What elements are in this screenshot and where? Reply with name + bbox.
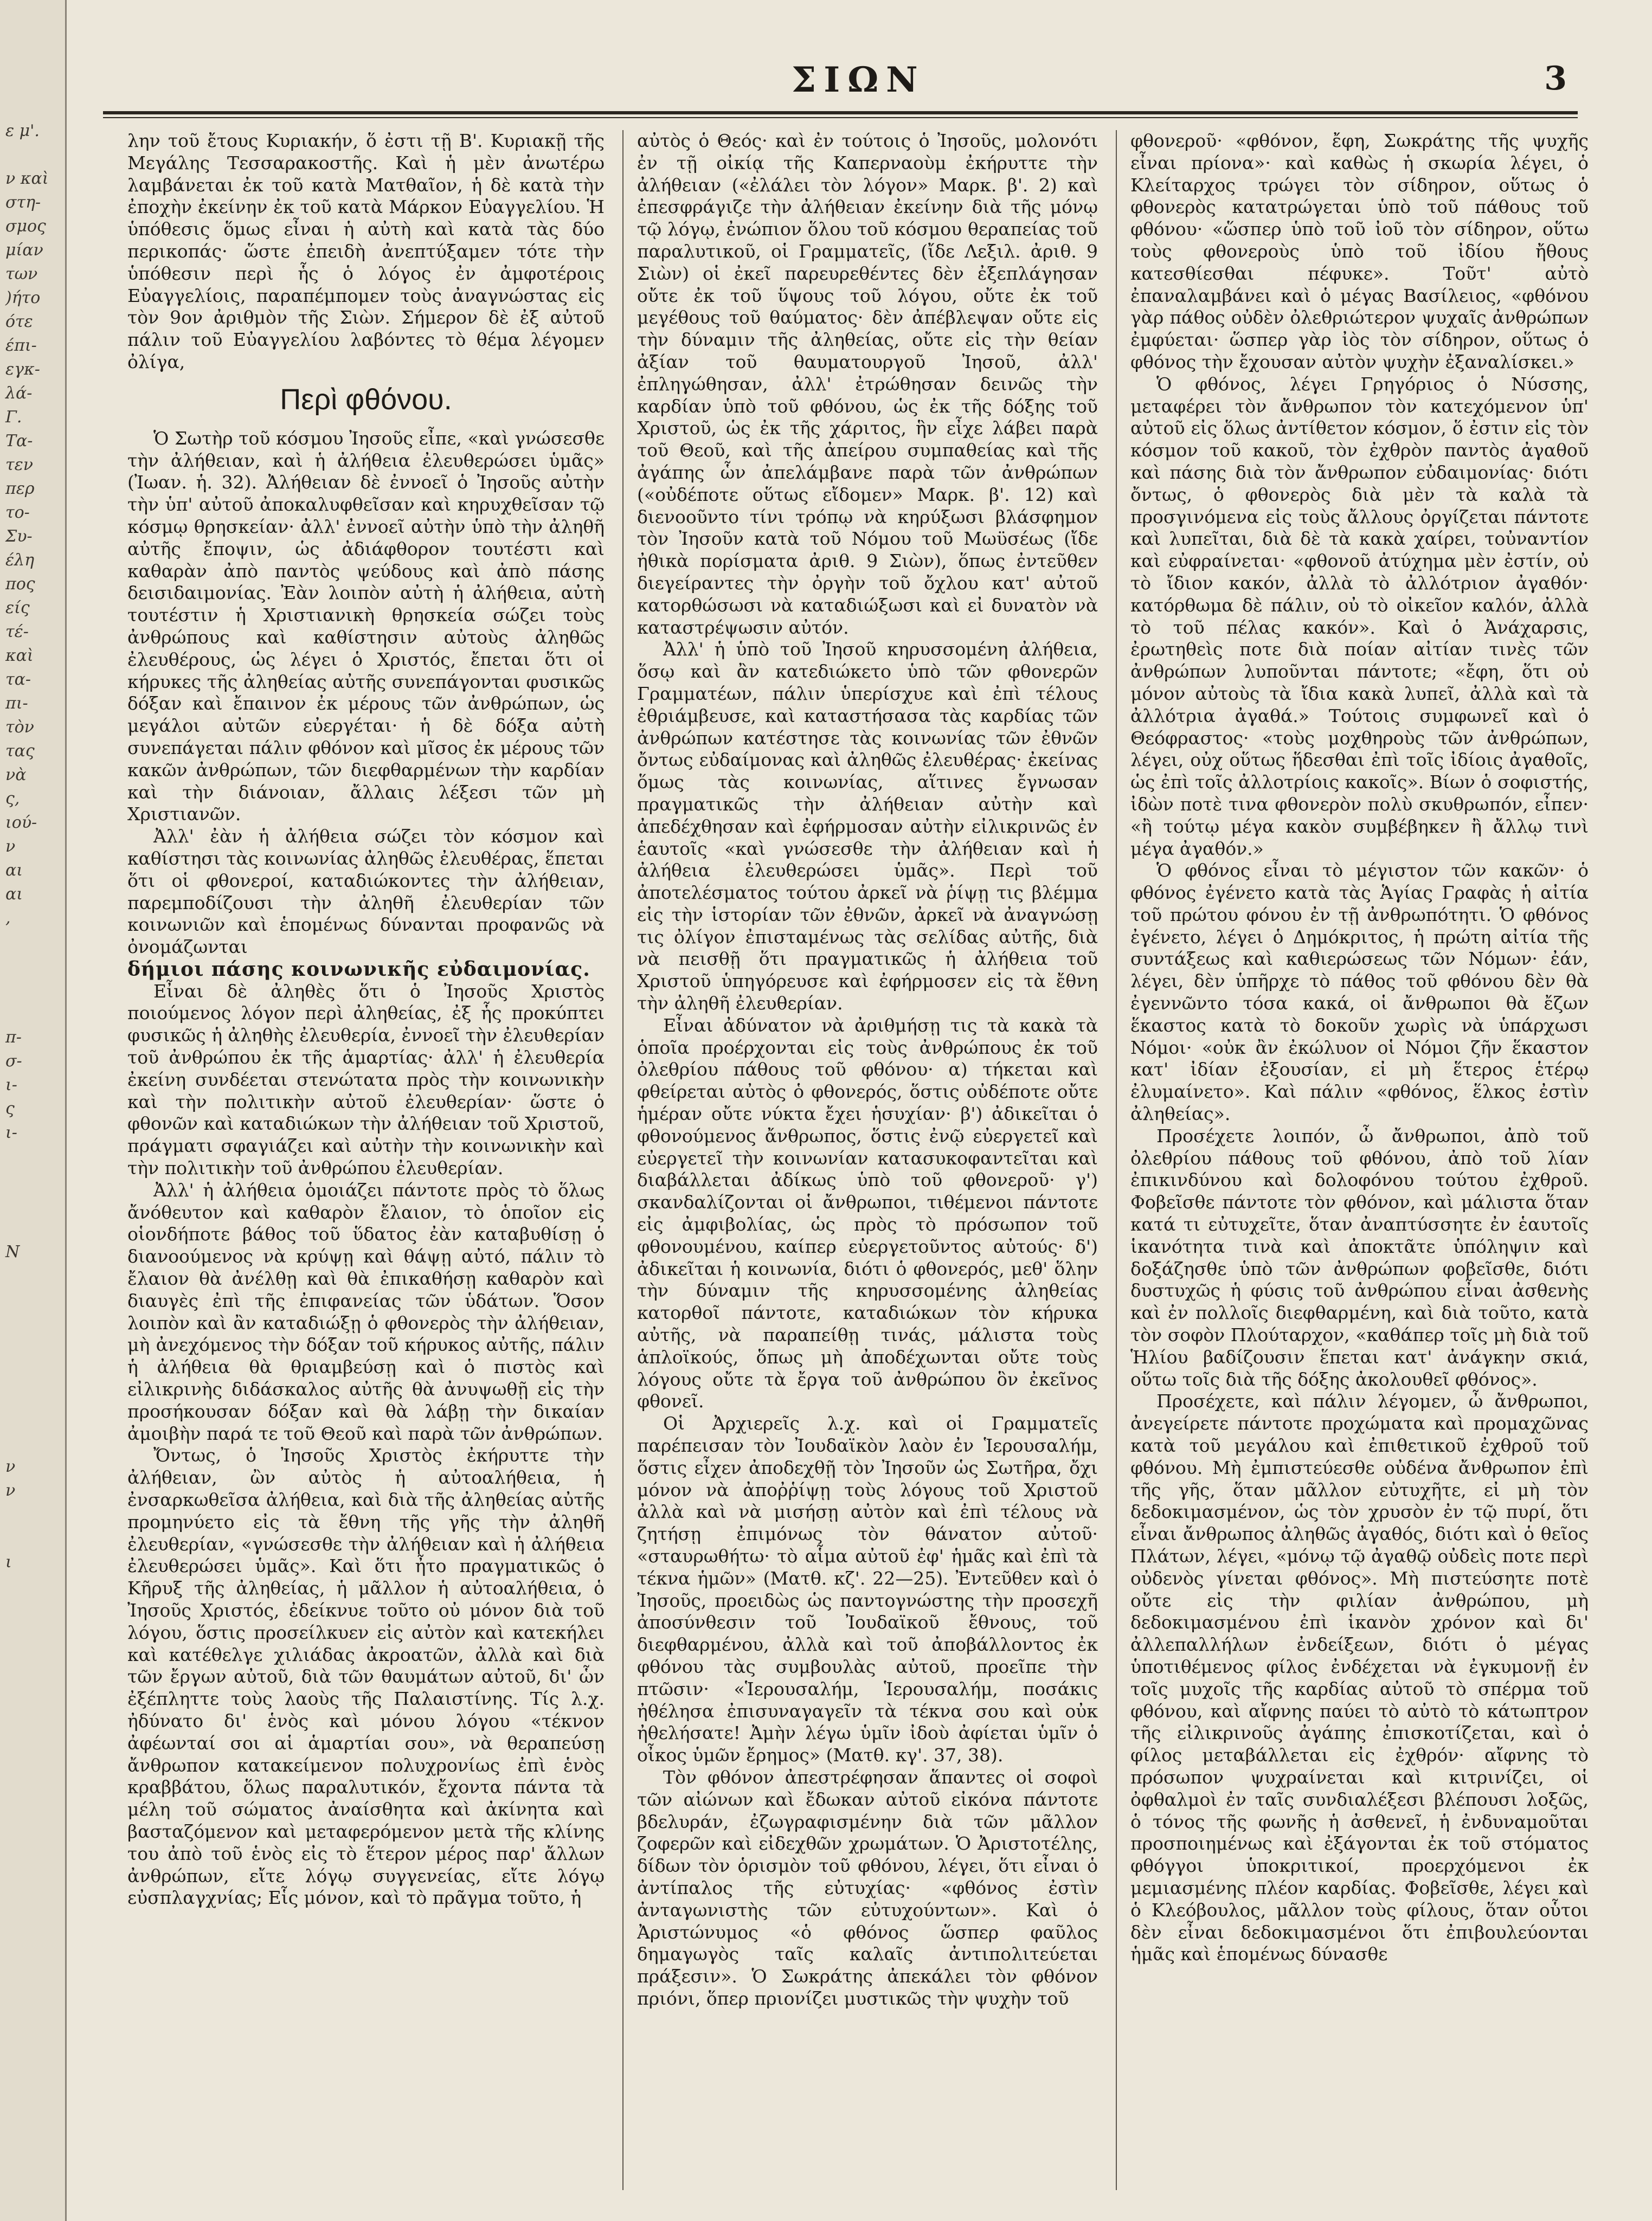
paragraph: Ὄντως, ὁ Ἰησοῦς Χριστὸς ἐκήρυττε τὴν ἀλήθειαν, ὢν αὐτὸς ἡ αὐτοαλήθεια, ἡ ἐνσαρκωθεῖσα ἀλήθεια, καὶ διὰ τῆς ἀληθείας αὐτῆς προμηνύετο εἰς τὰ ἔθνη τῆς γῆς τὴν ἀληθῆ ἐλευθερίαν, «γνώσεσθε τὴν ἀλήθειαν καὶ ἡ ἀλήθεια ἐλευθερώσει ὑμᾶς». Καὶ ὅτι ἦτο πραγματικῶς ὁ Κῆρυξ τῆς ἀληθείας, ἡ μᾶλλον ἡ αὐτοαλήθεια, ὁ Ἰησοῦς Χριστός, ἐδείκνυε τοῦτο οὐ μόνον διὰ τοῦ λόγου, ὅστις προσείλκυεν εἰς αὐτὸν καὶ κατεκήλει καὶ κατέθελγε χιλιάδας ἀκροατῶν, ἀλλὰ καὶ διὰ τῶν ἔργων αὐτοῦ, διὰ τῶν θαυμάτων αὐτοῦ, δι' ὧν ἐξέπληττε τοὺς λαοὺς τῆς Παλαιστίνης. Τίς λ.χ. ἠδύνατο δι' ἑνὸς καὶ μόνου λόγου «τέκνον ἀφέωνταί σοι αἱ ἁμαρτίαι σου», νὰ θεραπεύσῃ ἄνθρωπον κατακείμενον πολυχρονίως ἐπὶ ἑνὸς κραββάτου, ὅλως παραλυτικόν, ἔχοντα πάντα τὰ μέλη τοῦ σώματος ἀναίσθητα καὶ ἀκίνητα καὶ βασταζόμενον καὶ μεταφερόμενον μετὰ τῆς κλίνης του ἀπὸ τοῦ ἑνὸς εἰς τὸ ἕτερον μέρος παρ' ἄλλων ἀνθρώπων, εἴτε λόγῳ συγγενείας, εἴτε λόγῳ εὐσπλαγχνίας; Εἷς μόνον, καὶ τὸ πρᾶγμα τοῦτο, ἡ bbox=[127, 1445, 605, 1909]
paragraph: Ἀλλ' ἐὰν ἡ ἀλήθεια σώζει τὸν κόσμον καὶ καθίστησι τὰς κοινωνίας ἀληθῶς ἐλευθέρας, ἕπεται ὅτι οἱ φθονεροί, καταδιώκοντες τὴν ἀλήθειαν, παρεμποδίζουσι τὴν ἀληθῆ ἐλευθερίαν τῶν κοινωνιῶν καὶ ἑπομένως δύνανται προφανῶς νὰ ὀνομάζωνται bbox=[127, 826, 605, 958]
paragraph: φθονεροῦ· «φθόνον, ἔφη, Σωκράτης τῆς ψυχῆς εἶναι πρίονα»· καὶ καθὼς ἡ σκωρία λέγει, ὁ Κλείταρχος τρώγει τὸν σίδηρον, οὕτως ὁ φθονερὸς κατατρώγεται ὑπὸ τοῦ πάθους τοῦ φθόνου· «ὥσπερ ὑπὸ τοῦ ἰοῦ τὸν σίδηρον, οὕτω τοὺς φθονεροὺς ὑπὸ τοῦ ἰδίου ἤθους κατεσθίεσθαι πέφυκε». Τοῦτ' αὐτὸ ἐπαναλαμβάνει καὶ ὁ μέγας Βασίλειος, «φθόνου γὰρ πάθος οὐδὲν ὀλεθριώτερον ψυχαῖς ἀνθρώπων ἐμφύεται· ὥσπερ γὰρ ἰὸς τὸν σίδηρον, οὕτως ὁ φθόνος τὴν ἔχουσαν αὐτὸν ψυχὴν ἐξαναλίσκει.» bbox=[1130, 130, 1589, 372]
newspaper-title: ΣΙΩΝ bbox=[792, 60, 925, 100]
paragraph: Ἀλλ' ἡ ὑπὸ τοῦ Ἰησοῦ κηρυσσομένη ἀλήθεια, ὅσῳ καὶ ἂν κατεδιώκετο ὑπὸ τῶν φθονερῶν Γραμματέων, πάλιν ὑπερίσχυε καὶ ἐπὶ τέλους ἐθριάμβευσε, καὶ καταστήσασα τὰς καρδίας τῶν ἀνθρώπων κατέστησε τὰς κοινωνίας τῶν ἐθνῶν ὄντως εὐδαίμονας καὶ ἀληθῶς ἐλευθέρας· ἐκείνας ὅμως τὰς κοινωνίας, αἵτινες ἔγνωσαν πραγματικῶς τὴν ἀλήθειαν αὐτὴν καὶ ἀπεδέχθησαν καὶ ἐφήρμοσαν αὐτὴν εἰλικρινῶς ἐν ἑαυτοῖς «καὶ γνώσεσθε τὴν ἀλήθειαν καὶ ἡ ἀλήθεια ἐλευθερώσει ὑμᾶς». Περὶ τοῦ ἀποτελέσματος τούτου ἀρκεῖ νὰ ῥίψῃ τις βλέμμα εἰς τὴν ἱστορίαν τῶν ἐθνῶν, ἀρκεῖ νὰ ἀναγνώσῃ τις ὀλίγον ἐπισταμένως τὰς σελίδας αὐτῆς, διὰ νὰ πεισθῇ ὅτι πραγματικῶς ἡ ἀλήθεια τοῦ Χριστοῦ ὑπηγόρευσε καὶ ἐφήρμοσεν εἰς τὰ ἔθνη τὴν ἀληθῆ ἐλευθερίαν. bbox=[637, 639, 1098, 1014]
page-number: 3 bbox=[1544, 60, 1567, 98]
paragraph: Προσέχετε, καὶ πάλιν λέγομεν, ὦ ἄνθρωποι, ἀνεγείρετε πάντοτε προχώματα καὶ προμαχῶνας κατὰ τοῦ μεγάλου καὶ ἐπιθετικοῦ ἐχθροῦ τοῦ φθόνου. Μὴ ἐμπιστεύεσθε οὐδένα ἄνθρωπον ἐπὶ τῆς γῆς, ὅταν μᾶλλον εὐτυχῆτε, εἰ μὴ τὸν δεδοκιμασμένον, ὡς τὸν χρυσὸν ἐν τῷ πυρί, ὅτι εἶναι ἄνθρωπος ἀληθῶς ἀγαθός, διότι καὶ ὁ θεῖος Πλάτων, λέγει, «μόνῳ τῷ ἀγαθῷ οὐδεὶς ποτε περὶ οὐδενὸς γίνεται φθόνος». Μὴ πιστεύσητε ποτὲ οὔτε εἰς τὴν φιλίαν ἀνθρώπου, μὴ δεδοκιμασμένου ἐπὶ ἱκανὸν χρόνον καὶ δι' ἀλλεπαλλήλων ἐνδείξεων, διότι ὁ μέγας ὑποτιθέμενος φίλος ἐνδέχεται νὰ ἐγκυμονῇ ἐν τοῖς μυχοῖς τῆς καρδίας αὐτοῦ τὸ σπέρμα τοῦ φθόνου, καὶ αἴφνης παύει τὸ αὐτὸ τὸ κάτωπτρον τῆς εἰλικρινοῦς ἀγάπης ἐπισκοτίζεται, καὶ ὁ φίλος μεταβάλλεται εἰς ἐχθρόν· αἴφνης τὸ πρόσωπον ψυχραίνεται καὶ κιτρινίζει, οἱ ὀφθαλμοὶ ἐν ταῖς συνδιαλέξεσι βλέπουσι λοξῶς, ὁ τόνος τῆς φωνῆς ἡ ἀσθενεῖ, ἡ ἐνδυναμοῦται προσποιημένως καὶ ἐξάγονται ἐκ τοῦ στόματος φθόγγοι ὑποκριτικοί, προερχόμενοι ἐκ μεμιασμένης πλέον καρδίας. Φοβεῖσθε, λέγει καὶ ὁ Κλεόβουλος, μᾶλλον τοὺς φίλους, ὅταν οὗτοι δὲν εἶναι δεδοκιμασμένοι ὅτι ἐπιβουλεύονται ἡμᾶς καὶ ἑπομένως δύνασθε bbox=[1130, 1390, 1589, 1965]
paragraph: Εἶναι ἀδύνατον νὰ ἀριθμήσῃ τις τὰ κακὰ τὰ ὁποῖα προέρχονται εἰς τοὺς ἀνθρώπους ἐκ τοῦ ὀλεθρίου πάθους τοῦ φθόνου· α) τήκεται καὶ φθείρεται αὐτὸς ὁ φθονερός, ὅστις οὐδέποτε οὔτε ἡμέραν οὔτε νύκτα ἔχει ἡσυχίαν· β') ἀδικεῖται ὁ φθονούμενος ἄνθρωπος, ὅστις ἐνῷ εὐεργετεῖ καὶ εὐεργετεῖ τὴν κοινωνίαν κατασυκοφαντεῖται καὶ διαβάλλεται ἀδίκως ὑπὸ τοῦ φθονεροῦ· γ') σκανδαλίζονται οἱ ἄνθρωποι, τιθέμενοι πάντοτε εἰς ἀμφιβολίας, ὡς πρὸς τὸ πρόσωπον τοῦ φθονουμένου, καίπερ εὐεργετοῦντος αὐτούς· δ') ἀδικεῖται ἡ κοινωνία, διότι ὁ φθονερός, μεθ' ὅλην τὴν δύναμιν τῆς κηρυσσομένης ἀληθείας κατορθοῖ πάντοτε, καταδιώκων τὸν κήρυκα αὐτῆς, νὰ παραπείθῃ τινάς, μάλιστα τοὺς ἁπλοϊκούς, ὅπως μὴ ἀποδέχωνται οὔτε τοὺς λόγους οὔτε τὰ ἔργα τοῦ ἀνθρώπου ὃν ἐκεῖνος φθονεῖ. bbox=[637, 1014, 1098, 1412]
paragraph: Προσέχετε λοιπόν, ὦ ἄνθρωποι, ἀπὸ τοῦ ὀλεθρίου πάθους τοῦ φθόνου, ἀπὸ τοῦ λίαν ἐπικινδύνου καὶ δολοφόνου τούτου ἐχθροῦ. Φοβεῖσθε πάντοτε τὸν φθόνον, καὶ μάλιστα ὅταν κατά τι εὐτυχεῖτε, ὅταν ἀναπτύσσητε ἐν ἑαυτοῖς ἱκανότητα τινὰ καὶ ἀποκτᾶτε ὑπόληψιν καὶ δοξάζησθε ὑπὸ τῶν ἀνθρώπων φοβεῖσθε, διότι δυστυχῶς ἡ φύσις τοῦ ἀνθρώπου εἶναι ἀσθενὴς καὶ ἐν πολλοῖς διεφθαρμένη, καὶ διὰ τοῦτο, κατὰ τὸν σοφὸν Πλούταρχον, «καθάπερ τοῖς μὴ διὰ τοῦ Ἡλίου βαδίζουσιν ἕπεται κατ' ἀνάγκην σκιά, οὕτω τοῖς διὰ τῆς δόξης ἀκολουθεῖ φθόνος». bbox=[1130, 1125, 1589, 1390]
paragraph: Ὁ Σωτὴρ τοῦ κόσμου Ἰησοῦς εἶπε, «καὶ γνώσεσθε τὴν ἀλήθειαν, καὶ ἡ ἀλήθεια ἐλευθερώσει ὑμᾶς» (Ἰωαν. ἡ. 32). Ἀλήθειαν δὲ ἐννοεῖ ὁ Ἰησοῦς αὐτὴν τὴν ὑπ' αὐτοῦ ἀποκαλυφθεῖσαν καὶ κηρυχθεῖσαν τῷ κόσμῳ θρησκείαν· ἀλλ' ἐννοεῖ αὐτὴν ὑπὸ τὴν ἀληθῆ αὐτῆς ἔποψιν, ὡς ἀδιάφθορον τουτέστι καὶ καθαρὰν ἀπὸ παντὸς ψεύδους καὶ ἀπὸ πάσης δεισιδαιμονίας. Ἐὰν λοιπὸν αὐτὴ ἡ ἀλήθεια, αὐτὴ τουτέστιν ἡ Χριστιανικὴ θρησκεία σώζει τοὺς ἀνθρώπους καὶ καθίστησιν αὐτοὺς ἀληθῶς ἐλευθέρους, ὡς λέγει ὁ Χριστός, ἔπεται ὅτι οἱ κήρυκες τῆς ἀληθείας αὐτῆς συνεπάγονται φυσικῶς δόξαν καὶ ἔπαινον ἐκ μέρους τῶν ἀνθρώπων, ὡς μεγάλοι αὐτῶν εὐεργέται· ἡ δὲ δόξα αὐτὴ συνεπάγεται πάλιν φθόνον καὶ μῖσος ἐκ μέρους τῶν κακῶν ἀνθρώπων, τῶν διεφθαρμένων τὴν καρδίαν καὶ τὴν διάνοιαν, ἄλλαις λέξεσι τῶν μὴ Χριστιανῶν. bbox=[127, 427, 605, 825]
paragraph: λην τοῦ ἔτους Κυριακήν, ὅ ἐστι τῇ Β'. Κυριακῇ τῆς Μεγάλης Τεσσαρακοστῆς. Καὶ ἡ μὲν ἀνωτέρω λαμβάνεται ἐκ τοῦ κατὰ Ματθαῖον, ἡ δὲ κατὰ τὴν ἐποχὴν ἐκείνην ἐκ τοῦ κατὰ Μάρκον Εὐαγγελίου. Ἡ ὑπόθεσις ὅμως εἶναι ἡ αὐτὴ καὶ κατὰ τὰς δύο περικοπάς· ὥστε ἐπειδὴ ἀνεπτύξαμεν τότε τὴν ὑπόθεσιν περὶ ἧς ὁ λόγος ἐν ἀμφοτέροις Εὐαγγελίοις, παραπέμπομεν τοὺς ἀναγνώστας εἰς τὸν 9ον ἀριθμὸν τῆς Σιὼν. Σήμερον δὲ ἐξ αὐτοῦ πάλιν τοῦ Εὐαγγελίου λαβόντες τὸ θέμα λέγομεν ὀλίγα, bbox=[127, 130, 605, 372]
bold-emphasis-line: δήμιοι πάσης κοινωνικῆς εὐδαιμονίας. bbox=[127, 957, 590, 981]
header-rule bbox=[103, 111, 1578, 114]
paragraph: αὐτὸς ὁ Θεός· καὶ ἐν τούτοις ὁ Ἰησοῦς, μολονότι ἐν τῇ οἰκίᾳ τῆς Καπερναοὺμ ἐκήρυττε τὴν ἀλήθειαν («ἐλάλει τὸν λόγον» Μαρκ. β'. 2) καὶ ἐπεσφράγιζε τὴν ἀλήθειαν ἐκείνην διὰ τῆς μόνῳ τῷ λόγῳ, ἐνώπιον ὅλου τοῦ κόσμου θεραπείας τοῦ παραλυτικοῦ, οἱ Γραμματεῖς, (ἴδε Λεξιλ. ἀριθ. 9 Σιὼν) οἱ ἐκεῖ παρευρεθέντες δὲν ἐξεπλάγησαν οὔτε ἐκ τοῦ ὕψους τοῦ λόγου, οὔτε ἐκ τοῦ μεγέθους τοῦ θαύματος· δὲν ἀπέβλεψαν οὔτε εἰς τὴν δύναμιν τῆς ἀληθείας, οὔτε εἰς τὴν θείαν ἀξίαν τοῦ θαυματουργοῦ Ἰησοῦ, ἀλλ' ἐπληγώθησαν, ἀλλ' ἐτρώθησαν δεινῶς τὴν καρδίαν ὑπὸ τοῦ φθόνου, ὡς ἐκ τῆς δόξης τοῦ Χριστοῦ, ὡς ἐκ τῆς χάριτος, ἣν εἶχε λάβει παρὰ τοῦ Θεοῦ, καὶ τῆς ἀπείρου συμπαθείας καὶ τῆς ἀγάπης ὧν ἀπελάμβανε παρὰ τῶν ἀνθρώπων («οὐδέποτε οὕτως εἴδομεν» Μαρκ. β'. 12) καὶ διενοοῦντο τίνι τρόπῳ νὰ κηρύξωσι βλάσφημον τὸν Ἰησοῦν κατὰ τοῦ Νόμου τοῦ Μωϋσέως (ἴδε ἠθικὰ πορίσματα ἀριθ. 9 Σιὼν), ὅπως ἐντεῦθεν διεγείραντες τὴν ὀργὴν τοῦ ὄχλου κατ' αὐτοῦ κατορθώσωσι νὰ καταδιώξωσι καὶ εἰ δυνατὸν νὰ καταστρέψωσιν αὐτόν. bbox=[637, 130, 1098, 638]
column-1 bbox=[127, 130, 605, 2201]
paragraph: Εἶναι δὲ ἀληθὲς ὅτι ὁ Ἰησοῦς Χριστὸς ποιούμενος λόγον περὶ ἀληθείας, ἐξ ἧς προκύπτει φυσικῶς ἡ ἀληθὴς ἐλευθερία, ἐννοεῖ τὴν ἐλευθερίαν τοῦ ἀνθρώπου ἐκ τῆς ἁμαρτίας· ἀλλ' ἡ ἐλευθερία ἐκείνη συνδέεται στενώτατα πρὸς τὴν κοινωνικὴν καὶ τὴν πολιτικὴν αὐτοῦ ἐλευθερίαν· ὥστε ὁ φθονῶν καὶ καταδιώκων τὴν ἀλήθειαν τοῦ Χριστοῦ, πράγματι σφαγιάζει καὶ αὐτὴν τὴν κοινωνικὴν καὶ τὴν πολιτικὴν τοῦ ἀνθρώπου ἐλευθερίαν. bbox=[127, 980, 605, 1179]
paragraph: Ὁ φθόνος εἶναι τὸ μέγιστον τῶν κακῶν· ὁ φθόνος ἐγένετο κατὰ τὰς Ἁγίας Γραφὰς ἡ αἰτία τοῦ πρώτου φόνου ἐν τῇ ἀνθρωπότητι. Ὁ φθόνος ἐγένετο, λέγει ὁ Δημόκριτος, ἡ πρώτη αἰτία τῆς συντάξεως καὶ καθιερώσεως τῶν Νόμων· ἐάν, λέγει, δὲν ὑπῆρχε τὸ πάθος τοῦ φθόνου δὲν θὰ ἐγεννῶντο τόσα κακά, οἱ ἄνθρωποι θὰ ἔζων ἕκαστος κατὰ τὸ δοκοῦν χωρὶς νὰ ὑπάρχωσι Νόμοι· «οὐκ ἂν ἐκώλυον οἱ Νόμοι ζῆν ἕκαστον κατ' ἰδίαν ἐξουσίαν, εἰ μὴ ἕτερος ἑτέρῳ ἐλυμαίνετο». Καὶ πάλιν «φθόνος, ἕλκος ἐστὶν ἀληθείας». bbox=[1130, 860, 1589, 1125]
column-divider bbox=[1116, 130, 1117, 2190]
page-header bbox=[103, 60, 1567, 108]
section-heading: Περὶ φθόνου. bbox=[280, 383, 452, 416]
paragraph: Οἱ Ἀρχιερεῖς λ.χ. καὶ οἱ Γραμματεῖς παρέπεισαν τὸν Ἰουδαϊκὸν λαὸν ἐν Ἱερουσαλήμ, ὅστις εἶχεν ἀποδεχθῇ τὸν Ἰησοῦν ὡς Σωτῆρα, ὄχι μόνον νὰ ἀποῤῥίψῃ τοὺς λόγους τοῦ Χριστοῦ ἀλλὰ καὶ νὰ μισήσῃ αὐτὸν καὶ ἐπὶ τέλους νὰ ζητήσῃ ἐπιμόνως τὸν θάνατον αὐτοῦ· «σταυρωθήτω· τὸ αἷμα αὐτοῦ ἐφ' ἡμᾶς καὶ ἐπὶ τὰ τέκνα ἡμῶν» (Ματθ. κζ'. 22—25). Ἐντεῦθεν καὶ ὁ Ἰησοῦς, προειδὼς ὡς παντογνώστης τὴν προσεχῆ ἀποσύνθεσιν τοῦ Ἰουδαϊκοῦ ἔθνους, τοῦ διεφθαρμένου, ἀλλὰ καὶ τοῦ ἀποβάλλοντος ἐκ φθόνου τὰς συμβουλὰς αὐτοῦ, προεῖπε τὴν πτῶσιν· «Ἱερουσαλήμ, Ἱερουσαλήμ, ποσάκις ἠθέλησα ἐπισυναγαγεῖν τὰ τέκνα σου καὶ οὐκ ἠθελήσατε! Ἀμὴν λέγω ὑμῖν ἰδοὺ ἀφίεται ὑμῖν ὁ οἶκος ὑμῶν ἔρημος» (Ματθ. κγ'. 37, 38). bbox=[637, 1413, 1098, 1766]
header-rule-thin bbox=[103, 117, 1578, 118]
left-margin-text: ε μ'. ν καὶ στη- σμος μίαν των )ήτο ότε έπι- εγκ- λά- Γ. Τα- τεν περ το- Συ- έλη πος είς τέ- καὶ τα- πι- τὸν τας νὰ ς, ιού- ν αι αι , π- σ- ι- ς ι- Ν ν ν ι bbox=[5, 121, 49, 1572]
column-2 bbox=[637, 130, 1098, 2201]
column-3 bbox=[1130, 130, 1589, 2201]
paragraph: Ὁ φθόνος, λέγει Γρηγόριος ὁ Νύσσης, μεταφέρει τὸν ἄνθρωπον τὸν κατεχόμενον ὑπ' αὐτοῦ εἰς ὅλως ἀντίθετον κόσμον, ὅ ἐστιν εἰς τὸν κόσμον τοῦ κακοῦ, τὸν ἐχθρὸν παντὸς ἀγαθοῦ καὶ πάσης διὰ τὸν ἄνθρωπον εὐδαιμονίας· διότι ὄντως, ὁ φθονερὸς διὰ μὲν τὰ καλὰ τὰ προσγινόμενα εἰς τοὺς ἄλλους ὀργίζεται πάντοτε καὶ λυπεῖται, διὰ δὲ τὰ κακὰ χαίρει, τοὐναντίον καὶ εὐφραίνεται· «φθονοῦ ἀτύχημα μὲν ἐστίν, οὐ τὸ ἴδιον κακόν, ἀλλὰ τὸ ἀλλότριον ἀγαθόν· κατόρθωμα δὲ πάλιν, οὐ τὸ οἰκεῖον καλόν, ἀλλὰ τὸ τοῦ πέλας κακόν». Καὶ ὁ Ἀνάχαρσις, ἐρωτηθεὶς ποτε διὰ ποίαν αἰτίαν τινὲς τῶν ἀνθρώπων λυποῦνται πάντοτε; «ἔφη, ὅτι οὐ μόνον αὐτοὺς τὰ ἴδια κακὰ λυπεῖ, ἀλλὰ καὶ τὰ ἀλλότρια ἀγαθά.» Τούτοις συμφωνεῖ καὶ ὁ Θεόφραστος· «τοὺς μοχθηροὺς τῶν ἀνθρώπων, λέγει, οὐχ οὕτως ἥδεσθαι ἐπὶ τοῖς ἰδίοις ἀγαθοῖς, ὡς ἐπὶ τοῖς ἀλλοτρίοις κακοῖς». Βίων ὁ σοφιστής, ἰδὼν ποτὲ τινα φθονερὸν πολὺ σκυθρωπόν, εἶπεν· «ἢ τούτῳ μέγα κακὸν συμβέβηκεν ἢ ἄλλῳ τινὶ μέγα ἀγαθόν.» bbox=[1130, 373, 1589, 859]
left-margin-strip bbox=[0, 0, 67, 2221]
paragraph: Ἀλλ' ἡ ἀλήθεια ὁμοιάζει πάντοτε πρὸς τὸ ὅλως ἄνόθευτον καὶ καθαρὸν ἔλαιον, τὸ ὁποῖον εἰς οἱονδήποτε βάθος τοῦ ὕδατος ἐὰν καταβυθίσῃ ὁ διανοούμενος νὰ κρύψῃ καὶ θάψῃ αὐτό, πάλιν τὸ ἔλαιον θὰ ἀνέλθῃ καὶ θὰ ἐπικαθήσῃ καθαρὸν καὶ διαυγὲς ἐπὶ τῆς ἐπιφανείας τῶν ὑδάτων. Ὅσον λοιπὸν καὶ ἂν καταδιώξῃ ὁ φθονερὸς τὴν ἀλήθειαν, μὴ ἀνεχόμενος τὴν δόξαν τοῦ κήρυκος αὐτῆς, πάλιν ἡ ἀλήθεια θὰ θριαμβεύσῃ καὶ ὁ πιστὸς καὶ εἰλικρινὴς διδάσκαλος αὐτῆς θὰ ἀνυψωθῇ εἰς τὴν προσήκουσαν δόξαν καὶ θὰ λάβῃ τὴν δικαίαν ἀμοιβὴν παρά τε τοῦ Θεοῦ καὶ παρὰ τῶν ἀνθρώπων. bbox=[127, 1179, 605, 1444]
paragraph: Τὸν φθόνον ἀπεστρέφησαν ἅπαντες οἱ σοφοὶ τῶν αἰώνων καὶ ἔδωκαν αὐτοῦ εἰκόνα πάντοτε βδελυράν, ἐζωγραφισμένην διὰ τῶν μᾶλλον ζοφερῶν καὶ εἰδεχθῶν χρωμάτων. Ὁ Ἀριστοτέλης, δίδων τὸν ὁρισμὸν τοῦ φθόνου, λέγει, ὅτι εἶναι ὁ ἀντίπαλος τῆς εὐτυχίας· «φθόνος ἐστὶν ἀνταγωνιστὴς τῶν εὐτυχούντων». Καὶ ὁ Ἀριστώνυμος «ὁ φθόνος ὥσπερ φαῦλος δημαγωγὸς ταῖς καλαῖς ἀντιπολιτεύεται πράξεσιν». Ὁ Σωκράτης ἀπεκάλει τὸν φθόνον πριόνι, ὅπερ πριονίζει μυστικῶς τὴν ψυχὴν τοῦ bbox=[637, 1766, 1098, 2009]
column-divider bbox=[622, 130, 623, 2190]
